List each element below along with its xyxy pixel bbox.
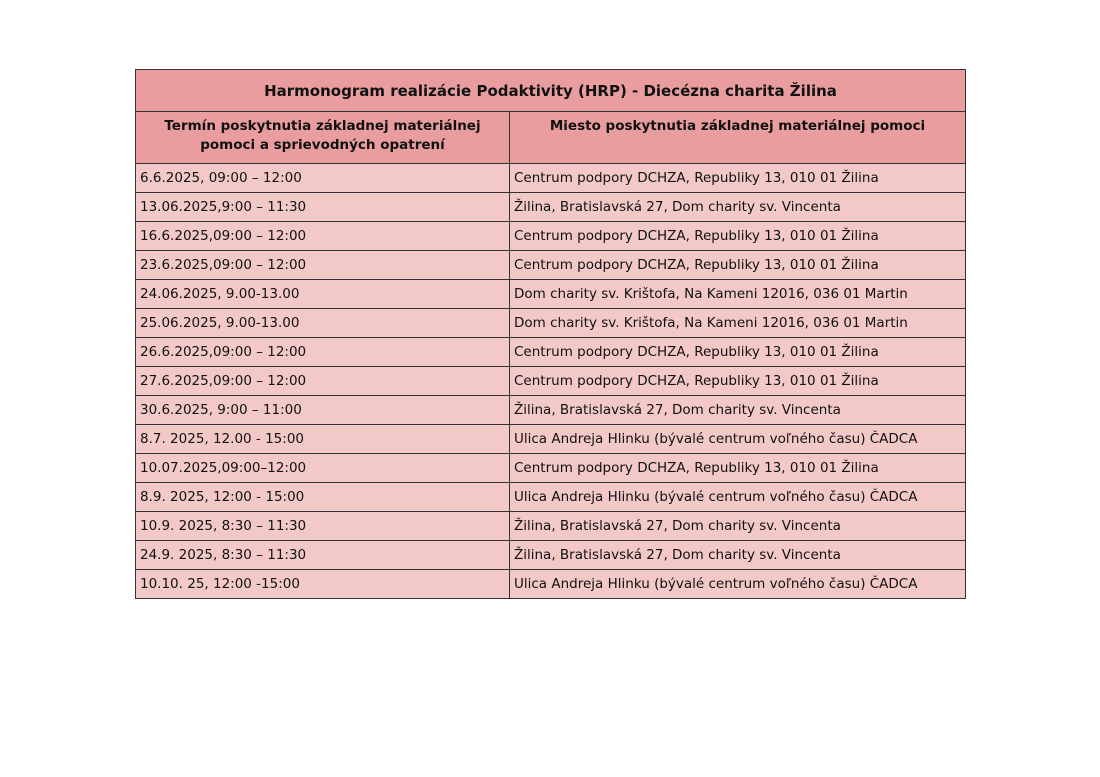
date-cell: 24.06.2025, 9.00-13.00 [136,280,510,309]
title-row [136,70,966,112]
column-header-date: Termín poskytnutia základnej materiálnej pomoci a sprievodných opatrení [136,112,510,164]
place-cell: Ulica Andreja Hlinku (bývalé centrum voľného času) ČADCA [510,483,966,512]
date-cell: 10.07.2025,09:00–12:00 [136,454,510,483]
place-cell: Centrum podpory DCHZA, Republiky 13, 010 01 Žilina [510,222,966,251]
table-row [136,338,966,367]
place-cell: Centrum podpory DCHZA, Republiky 13, 010 01 Žilina [510,164,966,193]
table-row [136,193,966,222]
table-row [136,367,966,396]
schedule-body [136,164,966,599]
table-row [136,309,966,338]
table-row [136,251,966,280]
date-cell: 8.7. 2025, 12.00 - 15:00 [136,425,510,454]
date-cell: 27.6.2025,09:00 – 12:00 [136,367,510,396]
column-header-place: Miesto poskytnutia základnej materiálnej pomoci [510,112,966,164]
place-cell: Žilina, Bratislavská 27, Dom charity sv. Vincenta [510,541,966,570]
schedule-table [135,69,966,599]
date-cell: 23.6.2025,09:00 – 12:00 [136,251,510,280]
table-row [136,512,966,541]
place-cell: Centrum podpory DCHZA, Republiky 13, 010 01 Žilina [510,454,966,483]
date-cell: 30.6.2025, 9:00 – 11:00 [136,396,510,425]
place-cell: Žilina, Bratislavská 27, Dom charity sv. Vincenta [510,193,966,222]
place-cell: Dom charity sv. Krištofa, Na Kameni 12016, 036 01 Martin [510,280,966,309]
table-row [136,570,966,599]
place-cell: Centrum podpory DCHZA, Republiky 13, 010 01 Žilina [510,367,966,396]
table-row [136,280,966,309]
table-row [136,425,966,454]
place-cell: Ulica Andreja Hlinku (bývalé centrum voľného času) ČADCA [510,425,966,454]
table-row [136,483,966,512]
date-cell: 10.9. 2025, 8:30 – 11:30 [136,512,510,541]
table-row [136,541,966,570]
table-row [136,454,966,483]
header-row [136,112,966,164]
table-row [136,396,966,425]
date-cell: 26.6.2025,09:00 – 12:00 [136,338,510,367]
table-row [136,222,966,251]
place-cell: Centrum podpory DCHZA, Republiky 13, 010 01 Žilina [510,338,966,367]
place-cell: Žilina, Bratislavská 27, Dom charity sv. Vincenta [510,396,966,425]
place-cell: Centrum podpory DCHZA, Republiky 13, 010 01 Žilina [510,251,966,280]
date-cell: 13.06.2025,9:00 – 11:30 [136,193,510,222]
place-cell: Žilina, Bratislavská 27, Dom charity sv. Vincenta [510,512,966,541]
date-cell: 25.06.2025, 9.00-13.00 [136,309,510,338]
place-cell: Dom charity sv. Krištofa, Na Kameni 12016, 036 01 Martin [510,309,966,338]
table-title: Harmonogram realizácie Podaktivity (HRP) - Diecézna charita Žilina [136,70,966,112]
table-row [136,164,966,193]
date-cell: 10.10. 25, 12:00 -15:00 [136,570,510,599]
place-cell: Ulica Andreja Hlinku (bývalé centrum voľného času) ČADCA [510,570,966,599]
date-cell: 16.6.2025,09:00 – 12:00 [136,222,510,251]
date-cell: 24.9. 2025, 8:30 – 11:30 [136,541,510,570]
date-cell: 8.9. 2025, 12:00 - 15:00 [136,483,510,512]
date-cell: 6.6.2025, 09:00 – 12:00 [136,164,510,193]
